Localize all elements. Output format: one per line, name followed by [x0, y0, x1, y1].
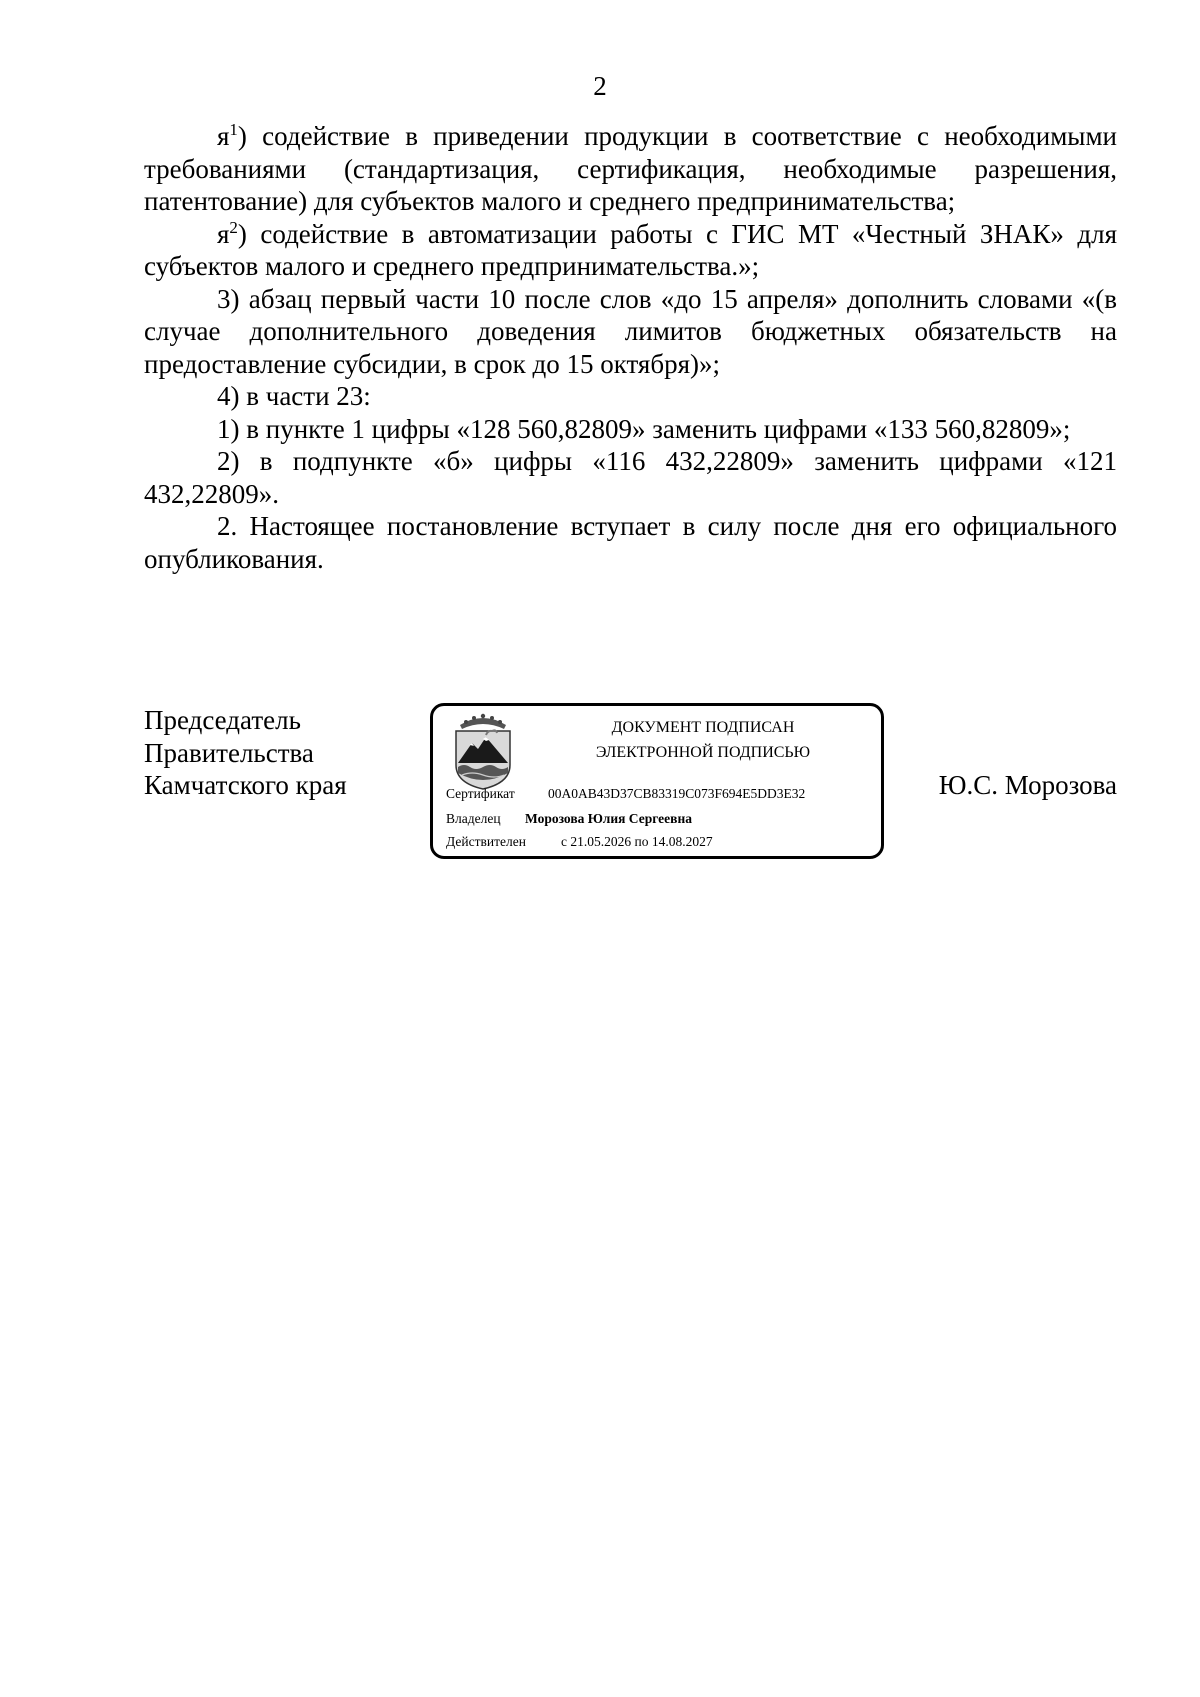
superscript-index: 1: [229, 120, 238, 139]
owner-label: Владелец: [446, 811, 501, 826]
paragraph-item-3: 3) абзац первый части 10 после слов «до 15 апреля» дополнить словами «(в случае дополнительного доведения лимитов бюджетных обязательств на предоставление субсидии, в срок до 15 октября)»;: [144, 283, 1117, 379]
stamp-heading: ДОКУМЕНТ ПОДПИСАН: [611, 719, 795, 736]
paragraph-letter: я: [217, 218, 230, 249]
paragraph-item-4: 4) в части 23:: [217, 381, 371, 411]
electronic-signature-stamp: [430, 703, 884, 859]
validity-value: с 21.05.2026 по 14.08.2027: [561, 834, 713, 849]
page-number: 2: [593, 71, 607, 101]
signer-title: [144, 704, 347, 802]
kamchatka-coat-of-arms-icon: [450, 713, 516, 791]
paragraph-letter: я: [217, 121, 230, 151]
certificate-value: 00A0AB43D37CB83319C073F694E5DD3E32: [548, 786, 806, 801]
signer-title-line: Председатель: [144, 705, 301, 735]
paragraph-subitem-2: 2) в подпункте «б» цифры «116 432,22809» заменить цифрами «121 432,22809».: [144, 446, 1117, 509]
superscript-index: 2: [229, 217, 238, 237]
signer-title-line: Камчатского края: [144, 770, 347, 800]
paragraph-ya2: [144, 218, 1117, 283]
stamp-validity-row: [446, 834, 713, 850]
signer-title-line: Правительства: [144, 737, 314, 768]
paragraph-ya1: [144, 120, 1117, 218]
paragraph-effective-date: 2. Настоящее постановление вступает в силу после дня его официального опубликования.: [144, 511, 1117, 574]
signer-name: Ю.С. Морозова: [938, 770, 1117, 800]
validity-label: Действителен: [446, 834, 526, 849]
paragraph-text: ) содействие в автоматизации работы с ГИС МТ «Честный ЗНАК» для субъектов малого и среднего предпринимательства.»;: [144, 218, 1117, 281]
stamp-owner-row: [446, 811, 692, 827]
paragraph-text: ) содействие в приведении продукции в соответствие с необходимыми требованиями (стандартизация, сертификация, необходимые разрешения, патентование) для субъектов малого и среднего предпринимательства;: [144, 121, 1117, 216]
paragraph-subitem-1: 1) в пункте 1 цифры «128 560,82809» заменить цифрами «133 560,82809»;: [217, 413, 1071, 444]
stamp-heading: ЭЛЕКТРОННОЙ ПОДПИСЬЮ: [595, 744, 811, 761]
owner-value: Морозова Юлия Сергеевна: [525, 811, 692, 826]
certificate-label: Сертификат: [446, 786, 515, 801]
stamp-certificate-row: [446, 786, 806, 802]
document-body: [144, 120, 1117, 575]
